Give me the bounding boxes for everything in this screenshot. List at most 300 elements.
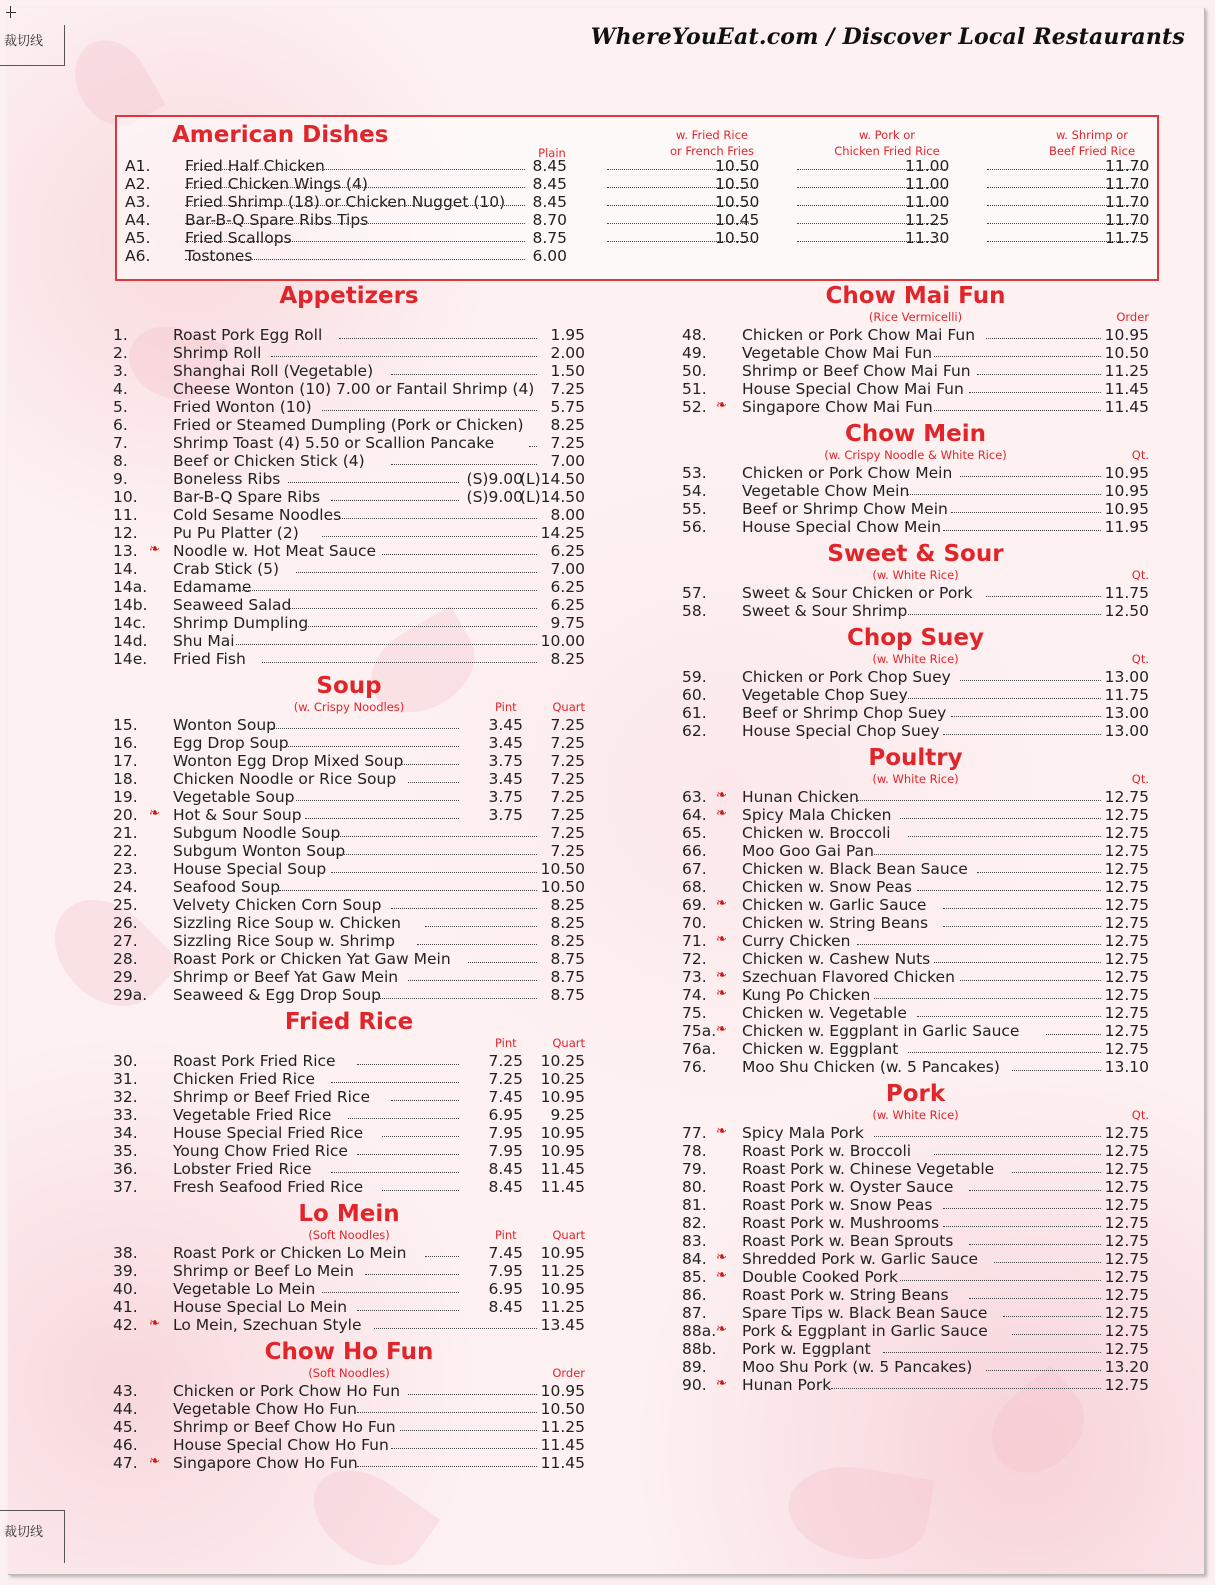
- item-name: Moo Goo Gai Pan: [742, 842, 874, 860]
- item-number: 75a.: [682, 1022, 717, 1040]
- item-price: 13.45: [540, 1316, 585, 1334]
- item-price: 12.75: [1104, 1322, 1149, 1340]
- item-name: Vegetable Lo Mein: [173, 1280, 316, 1298]
- dot-leader: [529, 446, 537, 447]
- item-name: Seafood Soup: [173, 878, 281, 896]
- menu-item-row: [113, 632, 585, 650]
- dot-leader: [408, 1394, 537, 1395]
- menu-item-row: [682, 1232, 1149, 1250]
- item-number: 17.: [113, 752, 138, 770]
- menu-section-soup: [113, 672, 588, 1004]
- item-name: Vegetable Soup: [173, 788, 295, 806]
- menu-item-row: [113, 842, 585, 860]
- menu-item-row: [682, 1160, 1149, 1178]
- menu-item-row: [113, 398, 585, 416]
- menu-item-row: [113, 452, 585, 470]
- american-item-row: [125, 157, 1150, 175]
- dot-leader: [348, 1118, 459, 1119]
- menu-item-row: [682, 1286, 1149, 1304]
- item-name: Fried or Steamed Dumpling (Pork or Chicken): [173, 416, 524, 434]
- item-price: 9.75: [550, 614, 585, 632]
- item-price: 6.25: [550, 596, 585, 614]
- dot-leader: [382, 1190, 459, 1191]
- menu-item-row: [682, 806, 1149, 824]
- menu-item-row: [113, 506, 585, 524]
- dot-leader: [339, 518, 537, 519]
- item-number: 49.: [682, 344, 707, 362]
- dot-leader: [279, 890, 537, 891]
- section-subtitle: (w. Crispy Noodles): [293, 700, 405, 714]
- item-price-small: 8.45: [488, 1160, 523, 1178]
- dot-leader: [960, 680, 1101, 681]
- menu-item-row: [113, 1280, 585, 1298]
- item-name: Singapore Chow Ho Fun: [173, 1454, 358, 1472]
- item-number: 73.: [682, 968, 707, 986]
- item-price: 11.00: [905, 193, 950, 211]
- dot-leader: [408, 782, 459, 783]
- item-price: 11.25: [1104, 362, 1149, 380]
- column-header-line: Beef Fried Rice: [1048, 144, 1136, 158]
- item-name: House Special Chow Mein: [742, 518, 942, 536]
- item-name: Chicken Noodle or Rice Soup: [173, 770, 397, 788]
- item-number: 33.: [113, 1106, 138, 1124]
- item-price: 12.75: [1104, 1196, 1149, 1214]
- dot-leader: [900, 818, 1101, 819]
- item-price: 13.10: [1104, 1058, 1149, 1076]
- crop-tick: [6, 12, 16, 13]
- item-price: 13.00: [1104, 722, 1149, 740]
- item-price: 12.75: [1104, 968, 1149, 986]
- dot-leader: [374, 998, 537, 999]
- menu-item-row: [113, 1178, 585, 1196]
- item-number: 55.: [682, 500, 707, 518]
- section-subheader: [682, 772, 1149, 788]
- column-header: [657, 127, 767, 159]
- item-price: 12.75: [1104, 1124, 1149, 1142]
- column-header: Order: [1116, 310, 1149, 324]
- dot-leader: [365, 1274, 459, 1275]
- item-price: 8.75: [550, 968, 585, 986]
- item-price: 12.75: [1104, 788, 1149, 806]
- american-item-row: [125, 211, 1150, 229]
- dot-leader: [908, 698, 1101, 699]
- item-number: 52.: [682, 398, 707, 416]
- menu-item-row: [113, 1298, 585, 1316]
- item-price: 7.25: [550, 770, 585, 788]
- item-price: 10.95: [540, 1088, 585, 1106]
- dot-leader: [185, 205, 525, 206]
- item-price: 11.70: [1105, 211, 1150, 229]
- column-header: Quart: [552, 700, 585, 714]
- menu-item-row: [113, 752, 585, 770]
- item-name: Lobster Fried Rice: [173, 1160, 312, 1178]
- column-header: Plain: [538, 146, 566, 160]
- dot-leader: [185, 223, 525, 224]
- menu-item-row: [113, 716, 585, 734]
- dot-leader: [357, 1154, 459, 1155]
- item-name: Noodle w. Hot Meat Sauce: [173, 542, 377, 560]
- item-number: 88a.: [682, 1322, 717, 1340]
- item-number: 89.: [682, 1358, 707, 1376]
- column-header: [1037, 127, 1147, 159]
- item-number: 35.: [113, 1142, 138, 1160]
- dot-leader: [977, 374, 1101, 375]
- item-price: 7.25: [550, 824, 585, 842]
- menu-item-row: [682, 518, 1149, 536]
- chili-pepper-icon: ❧: [149, 1454, 160, 1469]
- item-price: 12.75: [1104, 1142, 1149, 1160]
- dot-leader: [185, 187, 525, 188]
- item-number: A6.: [125, 247, 151, 265]
- item-number: 48.: [682, 326, 707, 344]
- dot-leader: [977, 872, 1101, 873]
- dot-leader: [934, 356, 1101, 357]
- item-name: Hunan Pork: [742, 1376, 832, 1394]
- item-price: 12.75: [1104, 896, 1149, 914]
- item-price: 11.45: [540, 1178, 585, 1196]
- section-title: Chop Suey: [846, 625, 985, 651]
- dot-leader: [934, 410, 1101, 411]
- dot-leader: [331, 872, 537, 873]
- section-subheader: [682, 652, 1149, 668]
- item-price: 12.75: [1104, 1340, 1149, 1358]
- item-price-small: 7.25: [488, 1052, 523, 1070]
- item-price: 11.25: [905, 211, 950, 229]
- item-name: Cold Sesame Noodles: [173, 506, 342, 524]
- menu-section-sweet-sour: [682, 540, 1152, 620]
- dot-leader: [236, 590, 537, 591]
- item-price: 13.20: [1104, 1358, 1149, 1376]
- item-price: 7.00: [550, 560, 585, 578]
- menu-item-row: [682, 1142, 1149, 1160]
- item-price-small: 3.45: [488, 770, 523, 788]
- menu-section-chow-mein: [682, 420, 1152, 536]
- item-number: 56.: [682, 518, 707, 536]
- item-name: Bar-B-Q Spare Ribs: [173, 488, 321, 506]
- item-name: Roast Pork Fried Rice: [173, 1052, 336, 1070]
- item-number: 20.: [113, 806, 138, 824]
- menu-item-row: [682, 1268, 1149, 1286]
- menu-item-row: [682, 860, 1149, 878]
- column-header: Qt.: [1131, 1108, 1149, 1122]
- item-price: 10.50: [540, 1400, 585, 1418]
- menu-item-row: [682, 1040, 1149, 1058]
- menu-item-row: [113, 650, 585, 668]
- menu-item-row: [113, 380, 585, 398]
- chili-pepper-icon: ❧: [716, 1322, 727, 1337]
- dot-leader: [468, 962, 537, 963]
- item-name: Shrimp Dumpling: [173, 614, 309, 632]
- item-name: House Special Lo Mein: [173, 1298, 348, 1316]
- item-number: 53.: [682, 464, 707, 482]
- item-number: 11.: [113, 506, 138, 524]
- menu-item-row: [113, 860, 585, 878]
- dot-leader: [969, 1190, 1101, 1191]
- section-subheader: [113, 700, 585, 716]
- column-header: Quart: [552, 1036, 585, 1050]
- dot-leader: [425, 1256, 459, 1257]
- chili-pepper-icon: ❧: [149, 806, 160, 821]
- menu-item-row: [682, 1058, 1149, 1076]
- item-name: Sizzling Rice Soup w. Chicken: [173, 914, 401, 932]
- menu-item-row: [113, 560, 585, 578]
- item-price: 7.25: [550, 734, 585, 752]
- menu-item-row: [682, 500, 1149, 518]
- item-price: 8.25: [550, 416, 585, 434]
- section-title: Chow Mein: [844, 421, 987, 447]
- item-number: 84.: [682, 1250, 707, 1268]
- item-name: Crab Stick (5): [173, 560, 280, 578]
- item-number: 70.: [682, 914, 707, 932]
- item-name: Seaweed Salad: [173, 596, 292, 614]
- section-subheader: [113, 1366, 585, 1382]
- item-price: 8.25: [550, 896, 585, 914]
- menu-item-row: [113, 488, 585, 506]
- dot-leader: [322, 410, 537, 411]
- item-price: 8.75: [532, 229, 567, 247]
- dot-leader: [391, 464, 537, 465]
- item-price: 8.25: [550, 932, 585, 950]
- dot-leader: [331, 854, 537, 855]
- item-price: 13.00: [1104, 668, 1149, 686]
- cut-line-mark-top: 裁切线: [0, 25, 65, 66]
- item-price-small: 3.75: [488, 788, 523, 806]
- item-name: Double Cooked Pork: [742, 1268, 898, 1286]
- item-name: Chicken w. Eggplant in Garlic Sauce: [742, 1022, 1020, 1040]
- menu-item-row: [113, 1262, 585, 1280]
- item-price: 13.00: [1104, 704, 1149, 722]
- chili-pepper-icon: ❧: [716, 788, 727, 803]
- menu-item-row: [113, 1160, 585, 1178]
- section-title: Poultry: [868, 745, 963, 771]
- item-price: 12.50: [1104, 602, 1149, 620]
- item-name: Shrimp or Beef Lo Mein: [173, 1262, 354, 1280]
- column-header: Order: [552, 1366, 585, 1380]
- menu-item-row: [682, 326, 1149, 344]
- item-price: 12.75: [1104, 1214, 1149, 1232]
- item-price: 7.00: [550, 452, 585, 470]
- item-price: 11.70: [1105, 175, 1150, 193]
- menu-section-pork: [682, 1080, 1152, 1394]
- dot-leader: [357, 1310, 459, 1311]
- item-number: A1.: [125, 157, 151, 175]
- item-price: 12.75: [1104, 932, 1149, 950]
- dot-leader: [322, 536, 537, 537]
- item-price: 11.00: [905, 175, 950, 193]
- dot-leader: [331, 500, 459, 501]
- item-price: 12.75: [1104, 1250, 1149, 1268]
- item-number: 42.: [113, 1316, 138, 1334]
- dot-leader: [831, 1388, 1101, 1389]
- item-price: 7.25: [550, 434, 585, 452]
- item-name: Moo Shu Chicken (w. 5 Pancakes): [742, 1058, 1000, 1076]
- menu-item-row: [113, 596, 585, 614]
- item-price: 11.25: [540, 1298, 585, 1316]
- menu-item-row: [682, 1124, 1149, 1142]
- menu-item-row: [113, 434, 585, 452]
- item-price-small: 8.45: [488, 1178, 523, 1196]
- item-number: 29.: [113, 968, 138, 986]
- menu-item-row: [682, 824, 1149, 842]
- item-price: 10.95: [1104, 464, 1149, 482]
- menu-item-row: [682, 668, 1149, 686]
- item-price: 10.25: [540, 1070, 585, 1088]
- item-number: 67.: [682, 860, 707, 878]
- menu-item-row: [682, 344, 1149, 362]
- menu-item-row: [682, 1196, 1149, 1214]
- item-price-small: 7.95: [488, 1262, 523, 1280]
- dot-leader: [943, 908, 1101, 909]
- item-number: 74.: [682, 986, 707, 1004]
- item-price-small: 8.45: [488, 1298, 523, 1316]
- item-name: Roast Pork or Chicken Yat Gaw Mein: [173, 950, 451, 968]
- chili-pepper-icon: ❧: [716, 398, 727, 413]
- item-number: 44.: [113, 1400, 138, 1418]
- item-price: 8.25: [550, 914, 585, 932]
- item-name: Fried Scallops: [185, 229, 292, 247]
- item-name: Roast Pork w. Chinese Vegetable: [742, 1160, 995, 1178]
- item-price: 12.75: [1104, 914, 1149, 932]
- chili-pepper-icon: ❧: [716, 932, 727, 947]
- chili-pepper-icon: ❧: [716, 1250, 727, 1265]
- american-item-row: [125, 175, 1150, 193]
- dot-leader: [288, 608, 537, 609]
- menu-item-row: [113, 896, 585, 914]
- item-price: 11.95: [1104, 518, 1149, 536]
- dot-leader: [951, 716, 1101, 717]
- dot-leader: [874, 854, 1101, 855]
- menu-section-chow-ho-fun: [113, 1338, 588, 1472]
- item-name: Hunan Chicken: [742, 788, 859, 806]
- item-price: 8.45: [532, 193, 567, 211]
- item-number: 86.: [682, 1286, 707, 1304]
- item-name: Kung Po Chicken: [742, 986, 871, 1004]
- item-number: 40.: [113, 1280, 138, 1298]
- item-price: 10.50: [715, 157, 760, 175]
- item-number: 36.: [113, 1160, 138, 1178]
- dot-leader: [331, 1082, 459, 1083]
- item-name: House Special Soup: [173, 860, 327, 878]
- item-price: 11.45: [1104, 380, 1149, 398]
- dot-leader: [391, 1448, 537, 1449]
- dot-leader: [986, 596, 1101, 597]
- item-name: House Special Chop Suey: [742, 722, 940, 740]
- item-price: 12.75: [1104, 1178, 1149, 1196]
- section-title: Soup: [316, 673, 382, 699]
- item-name: Shrimp Toast (4) 5.50 or Scallion Pancake: [173, 434, 495, 452]
- item-name: Beef or Shrimp Chow Mein: [742, 500, 948, 518]
- item-name: Shrimp or Beef Yat Gaw Mein: [173, 968, 399, 986]
- item-name: Shredded Pork w. Garlic Sauce: [742, 1250, 979, 1268]
- dot-leader: [331, 836, 537, 837]
- menu-item-row: [113, 770, 585, 788]
- dot-leader: [391, 908, 537, 909]
- item-number: 54.: [682, 482, 707, 500]
- item-price: 8.70: [532, 211, 567, 229]
- dot-leader: [382, 554, 537, 555]
- item-number: 34.: [113, 1124, 138, 1142]
- item-name: Pork & Eggplant in Garlic Sauce: [742, 1322, 988, 1340]
- dot-leader: [943, 1208, 1101, 1209]
- menu-item-row: [682, 1340, 1149, 1358]
- dot-leader: [339, 338, 537, 339]
- dot-leader: [1012, 1172, 1101, 1173]
- item-number: 14a.: [113, 578, 148, 596]
- menu-item-row: [113, 614, 585, 632]
- item-price: 11.30: [905, 229, 950, 247]
- dot-leader: [934, 962, 1101, 963]
- menu-item-row: [113, 1106, 585, 1124]
- item-name: Hot & Sour Soup: [173, 806, 302, 824]
- menu-item-row: [113, 1142, 585, 1160]
- item-price: 7.25: [550, 788, 585, 806]
- menu-item-row: [113, 914, 585, 932]
- item-name: Spicy Mala Chicken: [742, 806, 892, 824]
- item-number: 8.: [113, 452, 128, 470]
- item-number: 5.: [113, 398, 128, 416]
- item-name: Spare Tips w. Black Bean Sauce: [742, 1304, 988, 1322]
- menu-item-row: [682, 878, 1149, 896]
- item-price-small: 7.95: [488, 1142, 523, 1160]
- item-price: 14.25: [540, 524, 585, 542]
- item-price-small: 7.45: [488, 1244, 523, 1262]
- item-price: 10.95: [1104, 482, 1149, 500]
- item-name: Singapore Chow Mai Fun: [742, 398, 933, 416]
- menu-item-row: [682, 1376, 1149, 1394]
- item-price: 11.00: [905, 157, 950, 175]
- menu-section-appetizers: [113, 282, 588, 668]
- dot-leader: [917, 890, 1101, 891]
- dot-leader: [296, 800, 459, 801]
- menu-item-row: [682, 1214, 1149, 1232]
- column-header-line: Chicken Fried Rice: [834, 144, 940, 158]
- item-name: Roast Pork w. Oyster Sauce: [742, 1178, 954, 1196]
- item-name: Subgum Wonton Soup: [173, 842, 346, 860]
- item-name: Boneless Ribs: [173, 470, 281, 488]
- item-number: 24.: [113, 878, 138, 896]
- dot-leader: [417, 944, 537, 945]
- menu-item-row: [113, 1436, 585, 1454]
- chili-pepper-icon: ❧: [716, 896, 727, 911]
- item-number: 79.: [682, 1160, 707, 1178]
- item-price-small: 3.45: [488, 716, 523, 734]
- item-number: 72.: [682, 950, 707, 968]
- item-name: Szechuan Flavored Chicken: [742, 968, 955, 986]
- item-name: Roast Pork or Chicken Lo Mein: [173, 1244, 407, 1262]
- item-name: Chicken w. Cashew Nuts: [742, 950, 931, 968]
- item-price: 12.75: [1104, 1376, 1149, 1394]
- item-number: 51.: [682, 380, 707, 398]
- item-name: Spicy Mala Pork: [742, 1124, 864, 1142]
- item-number: 9.: [113, 470, 128, 488]
- item-number: 6.: [113, 416, 128, 434]
- item-number: 76a.: [682, 1040, 717, 1058]
- item-price-small: 7.25: [488, 1070, 523, 1088]
- column-header: Pint: [495, 1228, 517, 1242]
- section-subheader: [682, 310, 1149, 326]
- dot-leader: [357, 1412, 537, 1413]
- item-number: 2.: [113, 344, 128, 362]
- section-subheader: [113, 310, 585, 326]
- item-name: Chicken Fried Rice: [173, 1070, 316, 1088]
- chili-pepper-icon: ❧: [716, 968, 727, 983]
- item-number: A5.: [125, 229, 151, 247]
- item-price: 12.75: [1104, 806, 1149, 824]
- item-name: House Special Chow Mai Fun: [742, 380, 964, 398]
- item-number: 22.: [113, 842, 138, 860]
- menu-item-row: [113, 1052, 585, 1070]
- item-number: 1.: [113, 326, 128, 344]
